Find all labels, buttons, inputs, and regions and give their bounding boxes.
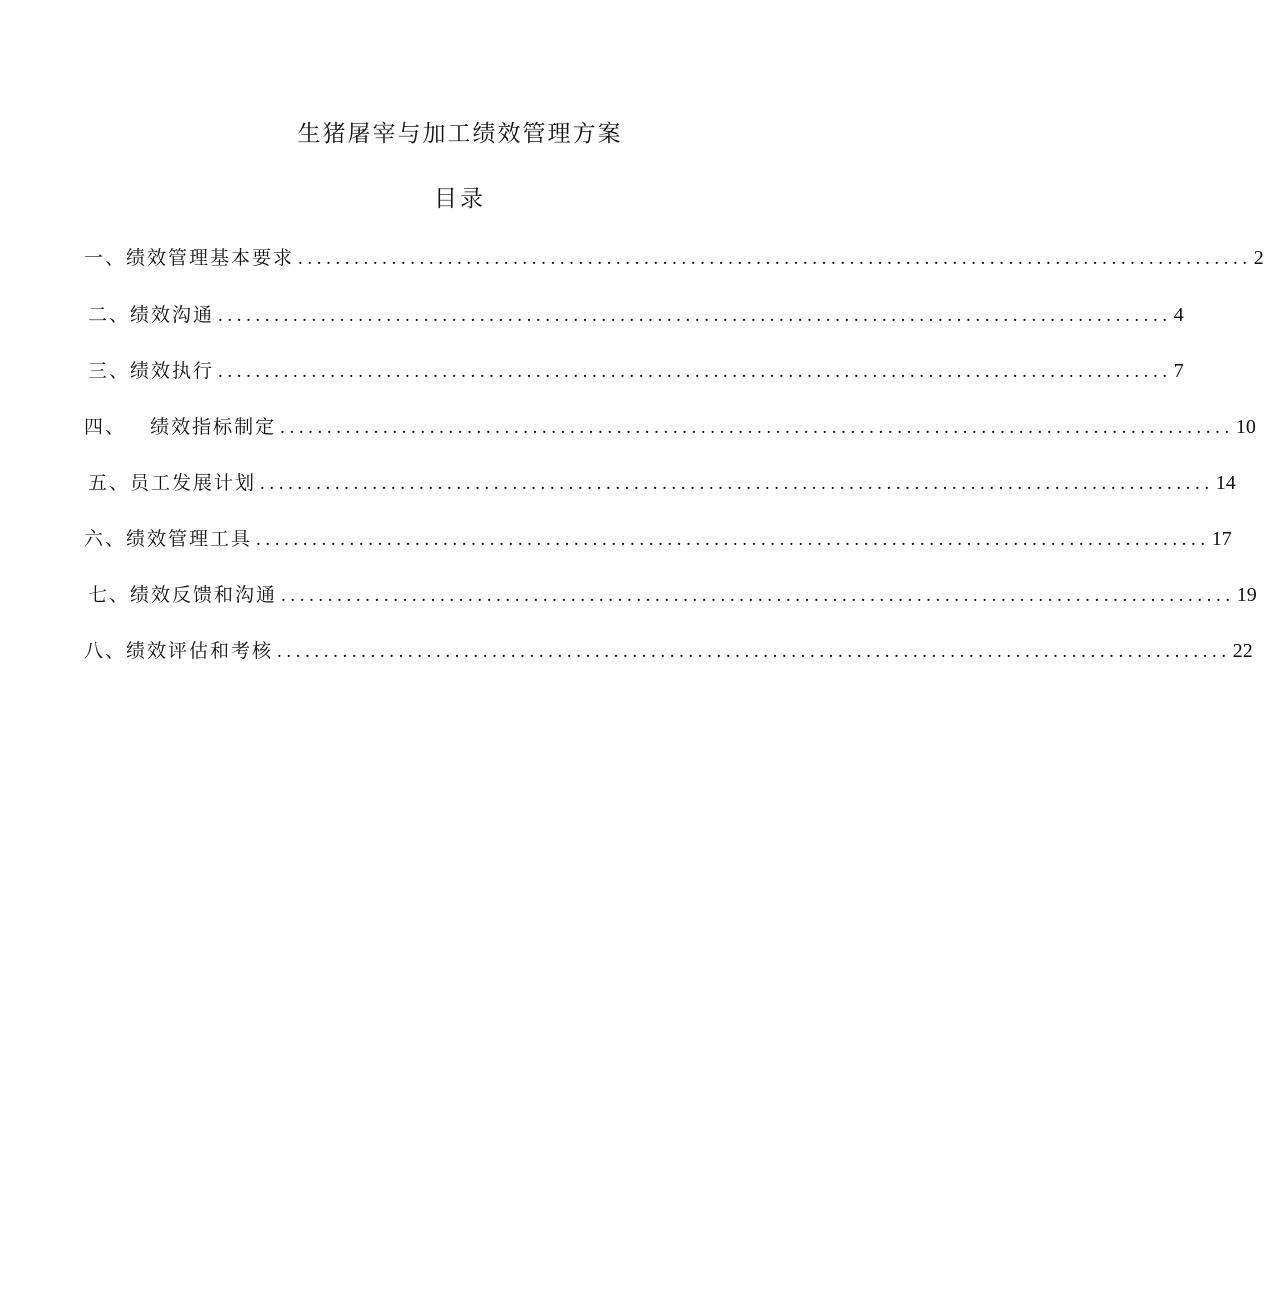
toc-page-number: 2 xyxy=(1253,247,1264,269)
toc-entry-title: 三、绩效执行 xyxy=(88,360,215,382)
toc-entry-4[interactable] xyxy=(84,413,1256,441)
toc-page-number: 22 xyxy=(1232,640,1253,662)
toc-entry-title: 六、绩效管理工具 xyxy=(84,528,253,550)
toc-dot-leader: ...................................................................................................... xyxy=(218,361,1172,382)
toc-entry-1[interactable] xyxy=(84,244,1264,272)
toc-page-number: 7 xyxy=(1173,360,1184,382)
toc-entry-title: 一、绩效管理基本要求 xyxy=(84,247,295,269)
toc-entry-title: 七、绩效反馈和沟通 xyxy=(88,584,278,606)
toc-page-number: 17 xyxy=(1211,528,1232,550)
toc-entry-8[interactable] xyxy=(84,637,1253,665)
toc-entry-title: 二、绩效沟通 xyxy=(88,304,215,326)
toc-dot-leader: ...................................................................................................... xyxy=(280,417,1234,438)
toc-entry-3[interactable] xyxy=(88,357,1184,385)
toc-entry-2[interactable] xyxy=(88,301,1184,329)
document-title: 生猪屠宰与加工绩效管理方案 xyxy=(297,121,623,147)
toc-dot-leader: ...................................................................................................... xyxy=(281,585,1235,606)
toc-page-number: 19 xyxy=(1236,584,1257,606)
toc-entry-title: 八、绩效评估和考核 xyxy=(84,640,274,662)
toc-dot-leader: ...................................................................................................... xyxy=(256,529,1210,550)
toc-dot-leader: ...................................................................................................... xyxy=(298,248,1252,269)
toc-heading: 目录 xyxy=(434,186,486,212)
toc-page-number: 14 xyxy=(1215,472,1236,494)
toc-page-number: 10 xyxy=(1235,416,1256,438)
toc-entry-title: 五、员工发展计划 xyxy=(88,472,257,494)
toc-dot-leader: ...................................................................................................... xyxy=(218,305,1172,326)
toc-entry-title: 四、 绩效指标制定 xyxy=(84,416,277,438)
toc-page-number: 4 xyxy=(1173,304,1184,326)
toc-entry-5[interactable] xyxy=(88,469,1236,497)
toc-dot-leader: ...................................................................................................... xyxy=(277,641,1231,662)
toc-dot-leader: ...................................................................................................... xyxy=(260,473,1214,494)
toc-entry-7[interactable] xyxy=(88,581,1257,609)
toc-entry-6[interactable] xyxy=(84,525,1232,553)
